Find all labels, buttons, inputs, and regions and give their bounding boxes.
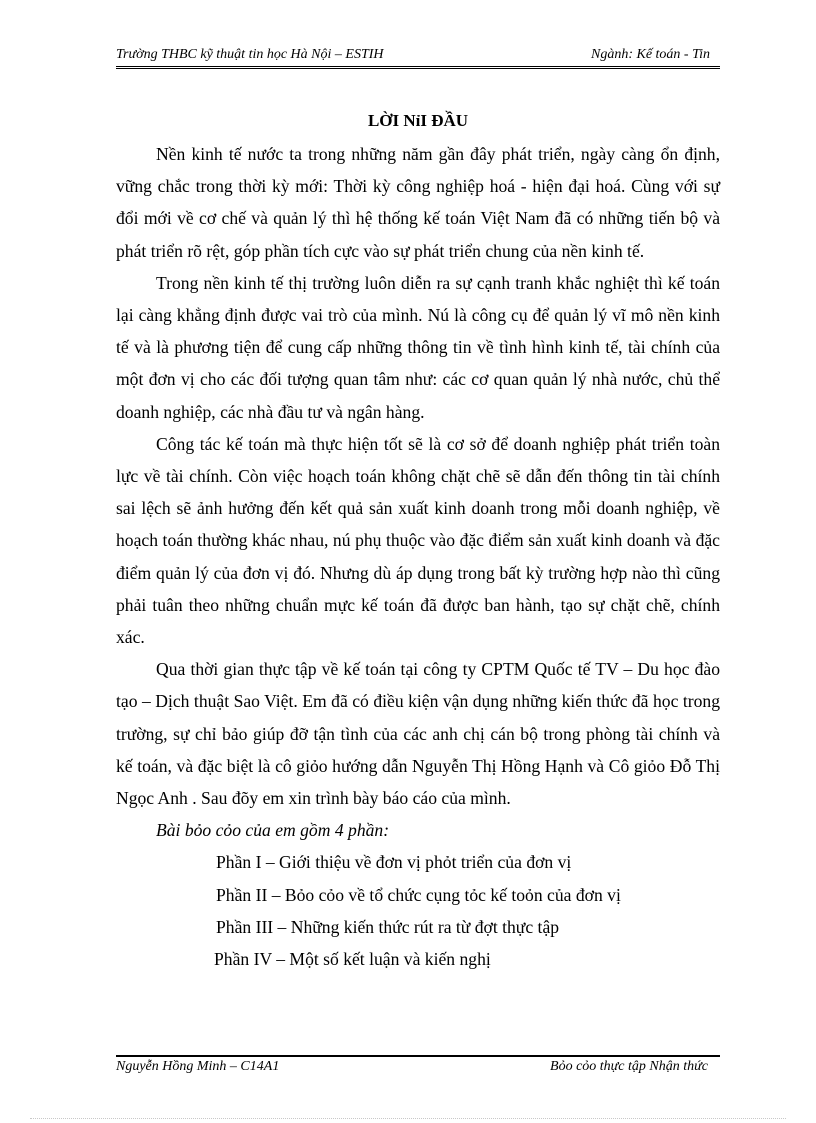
part-item-2: Phần II – Bỏo cỏo về tổ chức cụng tỏc kế toỏn của đơn vị: [216, 884, 621, 905]
part-item-1: Phần I – Giới thiệu về đơn vị phỏt triển của đơn vị: [216, 852, 572, 873]
footer-author: Nguyễn Hồng Minh – C14A1: [116, 1059, 280, 1074]
footer-divider: [116, 1055, 720, 1057]
footer-report-title: Bỏo cỏo thực tập Nhận thức: [550, 1059, 708, 1074]
header-divider: [116, 66, 720, 69]
document-body: [116, 138, 720, 975]
page-title: LỜI NỉI ĐẦU: [367, 111, 469, 130]
header-school-name: Trường THBC kỹ thuật tin học Hà Nội – ESTIH: [116, 47, 384, 62]
part-item-4: Phần IV – Một số kết luận và kiến nghị: [214, 949, 491, 970]
paragraph-1: Nền kinh tế nước ta trong những năm gần đây phát triển, ngày càng ổn định, vững chắc trong thời kỳ mới: Thời kỳ công nghiệp hoá - hiện đại hoá. Cùng với sự đổi mới về cơ chế và quản lý thì hệ thống kế toán Việt Nam đã có những tiến bộ và phát triển rõ rệt, góp phần tích cực vào sự phát triển chung của nền kinh tế.: [116, 144, 720, 261]
part-item-3: Phần III – Những kiến thức rút ra từ đợt thực tập: [216, 916, 560, 937]
paragraph-3: Công tác kế toán mà thực hiện tốt sẽ là cơ sở để doanh nghiệp phát triển toàn lực về tài chính. Còn việc hoạch toán không chặt chẽ sẽ dẫn đến thông tin tài chính sai lệch sẽ ảnh hưởng đến kết quả sản xuất kinh doanh trong mỗi doanh nghiệp, về hoạch toán thường khác nhau, nú phụ thuộc vào đặc điểm sản xuất kinh doanh và đặc điểm quản lý của đơn vị đó. Nhưng dù áp dụng trong bất kỳ trường hợp nào thì cũng phải tuân theo những chuẩn mực kế toán đã được ban hành, tạo sự chặt chẽ, chính xác.: [116, 433, 720, 648]
paragraph-4: Qua thời gian thực tập về kế toán tại công ty CPTM Quốc tế TV – Du học đào tạo – Dịch thuật Sao Việt. Em đã có điều kiện vận dụng những kiến thức đã học trong trường, sự chỉ bảo giúp đỡ tận tình của các anh chị cán bộ trong phòng tài chính và kế toán, và đặc biệt là cô giỏo hướng dẫn Nguyễn Thị Hồng Hạnh và Cô giỏo Đỗ Thị Ngọc Anh . Sau đõy em xin trình bày báo cáo của mình.: [116, 659, 720, 809]
header-major: Ngành: Kế toán - Tin: [590, 47, 710, 62]
paragraph-2: Trong nền kinh tế thị trường luôn diễn ra sự cạnh tranh khắc nghiệt thì kế toán lại càng khẳng định được vai trò của mình. Nú là công cụ để quản lý vĩ mô nền kinh tế và là phương tiện để cung cấp những thông tin về tình hình kinh tế, tài chính của một đơn vị cho các đối tượng quan tâm như: các cơ quan quản lý nhà nước, chủ thể doanh nghiệp, các nhà đầu tư và ngân hàng.: [116, 272, 720, 422]
page-edge-divider: [30, 1118, 786, 1119]
parts-intro: Bài bỏo cỏo của em gồm 4 phần:: [156, 820, 390, 841]
